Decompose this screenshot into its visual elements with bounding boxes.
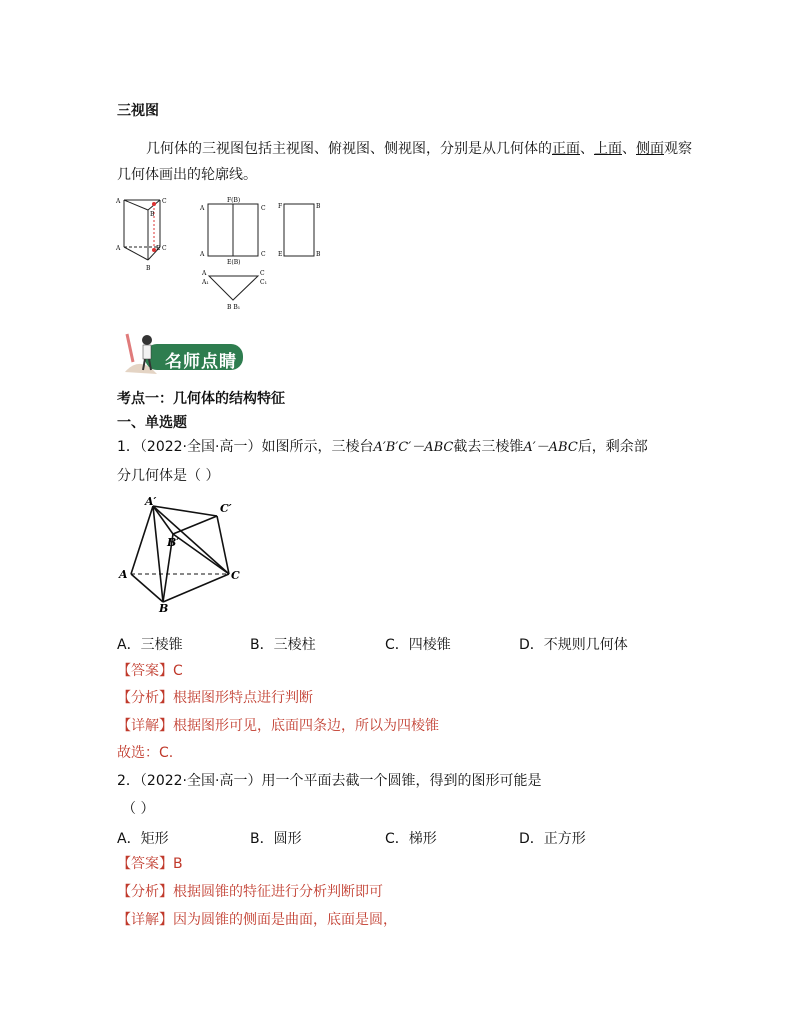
q1-answer (117, 661, 183, 681)
prism-label-a: A (116, 198, 121, 205)
q2-stem-line2: （ ） (122, 801, 155, 817)
top-label-c1: C₁ (260, 279, 267, 286)
q2-answer (117, 854, 183, 874)
q1-fig-label-a: A (119, 568, 128, 581)
q2-text: 用一个平面去截一个圆锥，得到的图形可能是 (261, 773, 542, 789)
side-label-e: E (278, 251, 283, 258)
q1-answer-label: 【答案】 (117, 663, 173, 679)
front-view (208, 204, 258, 256)
q1-text-a: 如图所示，三棱台 (261, 439, 374, 455)
prism-label-b: B (146, 265, 151, 272)
side-label-b2: B (316, 251, 321, 258)
three-view-figure (112, 192, 327, 312)
side-label-f: F (278, 203, 283, 210)
intro-text-a: 几何体的三视图包括主视图、俯视图、侧视图，分别是从几何体的 (146, 141, 552, 157)
q1-fig-label-c: C (231, 569, 240, 582)
q1-figure (117, 494, 247, 612)
q2-analysis-text: 根据圆锥的特征进行分析判断即可 (173, 884, 383, 900)
prism-label-e: E (156, 245, 161, 252)
intro-side: 侧面 (636, 141, 664, 157)
prism-drawing (124, 200, 160, 260)
top-view (209, 276, 258, 300)
q1-frustum: A′B′C′－ABC (373, 440, 454, 455)
top-label-b: B B₁ (227, 304, 241, 311)
top-label-c: C (260, 270, 265, 277)
front-label-a3: A (200, 251, 205, 258)
q1-analysis-text: 根据图形特点进行判断 (173, 690, 313, 706)
intro-paragraph-line2: 几何体画出的轮廓线。 (117, 167, 257, 183)
q2-analysis (117, 882, 383, 902)
q1-fig-label-cp: C′ (220, 502, 232, 515)
q1-option-b[interactable]: B．三棱柱 (250, 637, 316, 653)
intro-text-b: 观察 (664, 141, 692, 157)
q1-source: （2022·全国·高一） (139, 439, 262, 455)
q1-fig-label-b: B (159, 602, 169, 612)
teacher-tip-badge (117, 328, 247, 376)
prism-label-b1: B (150, 211, 155, 218)
q1-fig-label-ap: A′ (145, 495, 157, 508)
q1-pyramid: A′－ABC (523, 440, 578, 455)
q1-analysis-label: 【分析】 (117, 690, 173, 706)
q1-option-d[interactable]: D．不规则几何体 (519, 637, 628, 653)
q1-detail-text: 根据图形可见，底面四条边，所以为四棱锥 (173, 718, 439, 734)
badge-label: 名师点睛 (165, 352, 237, 372)
section-title: 三视图 (117, 103, 159, 119)
q2-option-a[interactable]: A．矩形 (117, 831, 169, 847)
q2-source: （2022·全国·高一） (139, 773, 262, 789)
side-view (284, 204, 314, 256)
q1-stem-line1 (117, 437, 648, 458)
front-label-eb: E(B) (227, 259, 241, 266)
q2-option-c[interactable]: C．梯形 (385, 831, 437, 847)
q1-fig-label-bp: B′ (167, 536, 180, 549)
intro-sep1: 、 (580, 141, 594, 157)
intro-sep2: 、 (622, 141, 636, 157)
side-label-b: B (316, 203, 321, 210)
q2-detail-label: 【详解】 (117, 912, 173, 928)
q1-option-a[interactable]: A．三棱锥 (117, 637, 183, 653)
prism-label-c2: C (162, 245, 167, 252)
topic-heading: 考点一：几何体的结构特征 (117, 391, 285, 407)
part-heading: 一、单选题 (117, 415, 187, 431)
q1-number: 1． (117, 439, 140, 455)
front-label-c: C (261, 205, 266, 212)
q2-detail (117, 910, 397, 930)
q1-text-b: 截去三棱锥 (453, 439, 524, 455)
q1-analysis (117, 688, 313, 708)
q1-detail-label: 【详解】 (117, 718, 173, 734)
q2-answer-label: 【答案】 (117, 856, 173, 872)
top-label-a: A (202, 270, 207, 277)
q1-stem-line2: 分几何体是（ ） (117, 468, 220, 484)
prism-label-c: C (162, 198, 167, 205)
prism-label-a2: A (116, 245, 121, 252)
q1-text-c: 后，剩余部 (577, 439, 648, 455)
q1-option-c[interactable]: C．四棱锥 (385, 637, 451, 653)
q2-option-b[interactable]: B．圆形 (250, 831, 302, 847)
intro-top: 上面 (594, 141, 622, 157)
q2-stem-line1 (117, 771, 541, 791)
front-label-fb: F(B) (227, 197, 241, 204)
q2-analysis-label: 【分析】 (117, 884, 173, 900)
intro-paragraph-line1 (146, 139, 692, 159)
top-label-a1: A₁ (202, 279, 209, 286)
q1-answer-value: C (173, 663, 183, 679)
q2-answer-value: B (173, 856, 183, 872)
q1-detail (117, 716, 439, 736)
q1-conclusion: 故选：C. (117, 745, 174, 761)
intro-front: 正面 (552, 141, 580, 157)
q2-option-d[interactable]: D．正方形 (519, 831, 586, 847)
q2-detail-text: 因为圆锥的侧面是曲面，底面是圆， (173, 912, 397, 928)
front-label-c3: C (261, 251, 266, 258)
q2-number: 2． (117, 773, 140, 789)
front-label-a: A (200, 205, 205, 212)
